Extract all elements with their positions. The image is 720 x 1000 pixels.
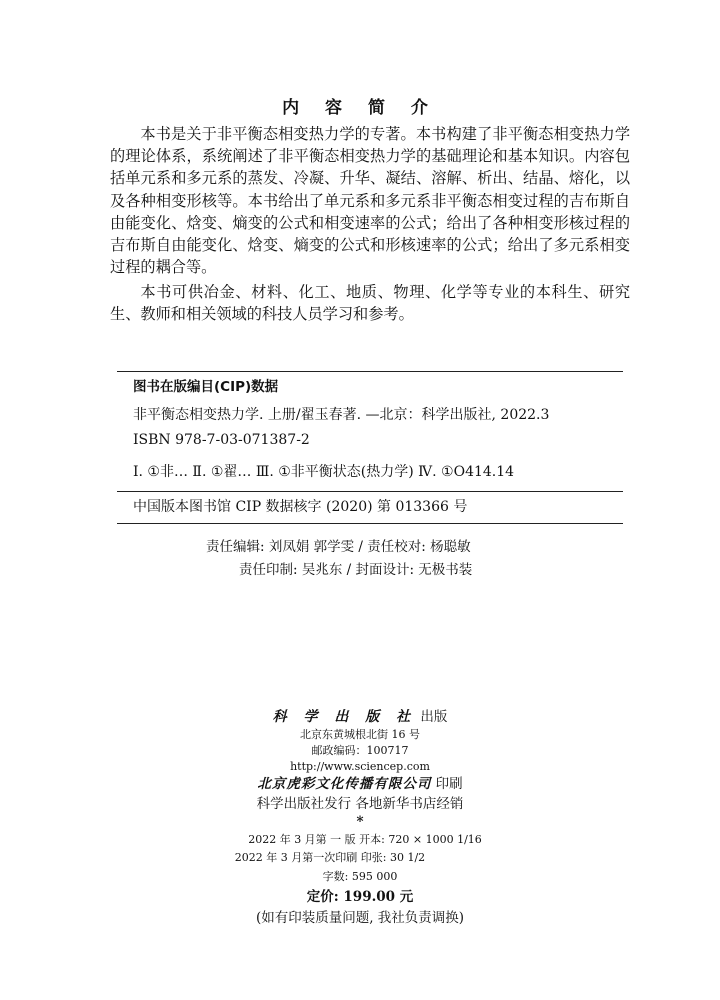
cip-top-rule (117, 371, 623, 372)
notice: (如有印装质量问题, 我社负责调换) (255, 910, 465, 926)
printer-line (0, 775, 720, 793)
publisher-postcode: 邮政编码：100717 (311, 744, 409, 757)
summary-paragraph-1: 本书是关于非平衡态相变热力学的专著。本书构建了非平衡态相变热力学的理论体系，系统阐述了非平衡态相变热力学的基础理论和基本知识。内容包括单元系和多元系的蒸发、冷凝、升华、凝结、溶解、析出、结晶、熔化，以及各种相变形核等。本书给出了单元系和多元系非平衡态相变过程的吉布斯自由能变化、焓变、熵变的公式和相变速率的公式；给出了各种相变形核过程的吉布斯自由能变化、焓变、熵变的公式和形核速率的公式；给出了多元系相变过程的耦合等。 (110, 125, 630, 277)
publisher-website: http://www.sciencep.com (290, 760, 430, 773)
cip-classification: Ⅰ. ①非… Ⅱ. ①翟… Ⅲ. ①非平衡状态(热力学) Ⅳ. ①O414.14 (133, 464, 515, 480)
price: 定价: 199.00 元 (306, 889, 414, 905)
printing-line: 2022 年 3 月第一次印刷 印张: 30 1/2 (234, 851, 426, 864)
publisher-suffix: 出版 (420, 709, 448, 725)
publisher-address: 北京东黄城根北街 16 号 (300, 728, 420, 741)
printer-suffix: 印刷 (435, 776, 463, 792)
summary-paragraph-2: 本书可供冶金、材料、化工、地质、物理、化学等专业的本科生、研究生、教师和相关领域的科技人员学习和参考。 (110, 283, 630, 324)
cip-core-number: 中国版本图书馆 CIP 数据核字 (2020) 第 013366 号 (133, 499, 468, 515)
edition-line: 2022 年 3 月第 一 版 开本: 720 × 1000 1/16 (248, 833, 482, 846)
responsibility-printing: 责任印制: 吴兆东 / 封面设计: 无极书装 (239, 562, 473, 578)
distribution-line: 科学出版社发行 各地新华书店经销 (256, 796, 464, 812)
cip-title: 图书在版编目(CIP)数据 (133, 379, 279, 395)
cip-middle-rule (117, 491, 623, 492)
summary-title: 内 容 简 介 (282, 98, 438, 118)
publisher-name: 科 学 出 版 社 (272, 709, 417, 725)
separator-star: * (356, 814, 364, 830)
word-count: 字数: 595 000 (322, 870, 398, 883)
responsibility-editors: 责任编辑: 刘凤娟 郭学雯 / 责任校对: 杨聪敏 (206, 539, 471, 555)
printer-name: 北京虎彩文化传播有限公司 (257, 776, 432, 792)
publisher-line (0, 708, 720, 726)
cip-isbn: ISBN 978-7-03-071387-2 (133, 432, 310, 448)
cip-book-line: 非平衡态相变热力学. 上册/翟玉春著. —北京：科学出版社, 2022.3 (133, 407, 550, 423)
cip-bottom-rule (117, 523, 623, 524)
